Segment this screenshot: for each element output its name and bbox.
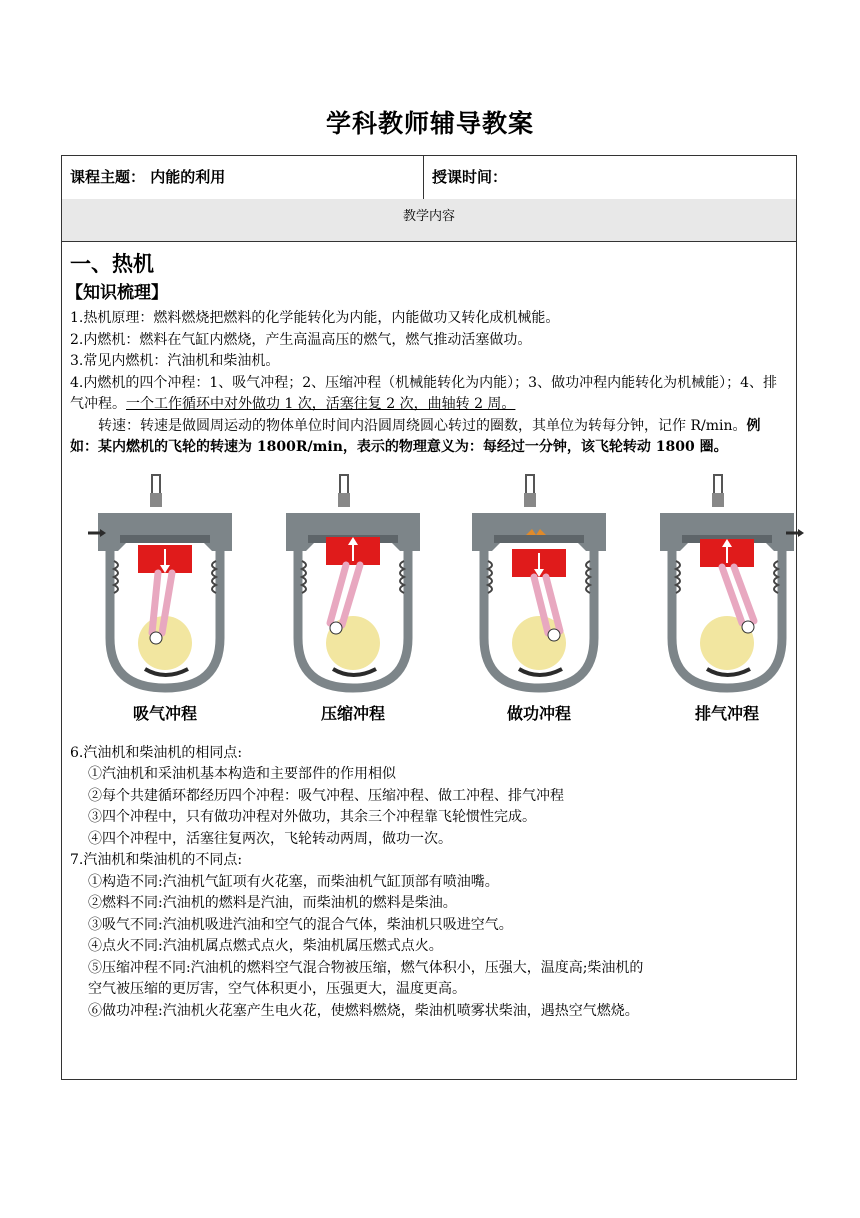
diff-item: ⑤压缩冲程不同:汽油机的燃料空气混合物被压缩，燃气体积小，压强大，温度高;柴油机的 xyxy=(88,959,644,976)
figure-intake xyxy=(80,473,250,735)
para-5-text: 转速：转速是做圆周运动的物体单位时间内沿圆周绕圆心转过的圈数，其单位为转每分钟，记作 R/min。 xyxy=(98,417,747,434)
section-bar: 教学内容 xyxy=(62,199,796,242)
figure-exhaust xyxy=(642,473,812,735)
diff-item: ①构造不同:汽油机气缸项有火花塞，而柴油机气缸顶部有喷油嘴。 xyxy=(88,873,499,890)
diff-item: ②燃料不同:汽油机的燃料是汽油，而柴油机的燃料是柴油。 xyxy=(88,895,457,911)
diff-item-continued: 空气被压缩的更厉害，空气体积更小，压强更大，温度更高。 xyxy=(88,981,466,997)
intake-stroke-diagram xyxy=(80,473,250,698)
lesson-table xyxy=(61,155,797,1080)
figure-caption: 吸气冲程 xyxy=(132,703,197,723)
page-title: 学科教师辅导教案 xyxy=(325,109,534,138)
diff-item: ③吸气不同:汽油机吸进汽油和空气的混合气体，柴油机只吸进空气。 xyxy=(88,916,513,933)
diff-item: ⑥做功冲程:汽油机火花塞产生电火花，使燃料燃烧，柴油机喷雾状柴油，遇热空气燃烧。 xyxy=(88,1002,639,1019)
same-item: ①汽油机和采油机基本构造和主要部件的作用相似 xyxy=(88,766,396,782)
para-1: 1.热机原理：燃料燃烧把燃料的化学能转化为内能，内能做功又转化成机械能。 xyxy=(70,310,560,326)
same-title: 6.汽油机和柴油机的相同点: xyxy=(70,744,243,761)
section-heading: 一、热机 xyxy=(70,251,154,276)
exhaust-stroke-diagram xyxy=(642,473,812,698)
topic-cell xyxy=(62,156,424,199)
para-5 xyxy=(70,416,788,459)
same-item: ④四个冲程中，活塞往复两次，飞轮转动两周，做功一次。 xyxy=(88,830,452,847)
section-subheading: 【知识梳理】 xyxy=(66,283,168,303)
para-2: 2.内燃机：燃料在气缸内燃烧，产生高温高压的燃气，燃气推动活塞做功。 xyxy=(70,331,532,348)
figure-caption: 做功冲程 xyxy=(506,703,571,723)
time-label: 授课时间： xyxy=(432,168,508,186)
para-4-text: 4.内燃机的四个冲程：1、吸气冲程；2、压缩冲程（机械能转化为内能）；3、做功冲程内能转化为机械能）；4、排气冲程。 xyxy=(70,374,777,412)
header-row xyxy=(62,156,796,200)
para-4-underlined: 一个工作循环中对外做功 1 次，活塞往复 2 次，曲轴转 2 周。 xyxy=(126,396,516,412)
figure-compression xyxy=(268,473,438,735)
same-item: ②每个共建循环都经历四个冲程：吸气冲程、压缩冲程、做工冲程、排气冲程 xyxy=(88,787,564,804)
para-3: 3.常见内燃机：汽油机和柴油机。 xyxy=(70,353,280,369)
power-stroke-diagram xyxy=(454,473,624,698)
diff-title: 7.汽油机和柴油机的不同点: xyxy=(70,852,243,868)
para-5-example: 例如：某内燃机的飞轮的转速为 1800R/min，表示的物理意义为：每经过一分钟，该飞轮转动 1800 圈。 xyxy=(70,417,761,455)
same-item: ③四个冲程中，只有做功冲程对外做功，其余三个冲程靠飞轮惯性完成。 xyxy=(88,809,536,825)
compression-stroke-diagram xyxy=(268,473,438,698)
figure-caption: 压缩冲程 xyxy=(320,703,385,723)
topic-label: 课程主题： xyxy=(70,168,146,186)
diff-item: ④点火不同:汽油机属点燃式点火，柴油机属压燃式点火。 xyxy=(88,938,443,954)
para-4 xyxy=(70,373,788,416)
figure-caption: 排气冲程 xyxy=(694,703,759,723)
stroke-figures xyxy=(70,473,788,743)
topic-value: 内能的利用 xyxy=(150,168,226,186)
figure-power xyxy=(454,473,624,735)
teaching-content xyxy=(62,242,796,1022)
